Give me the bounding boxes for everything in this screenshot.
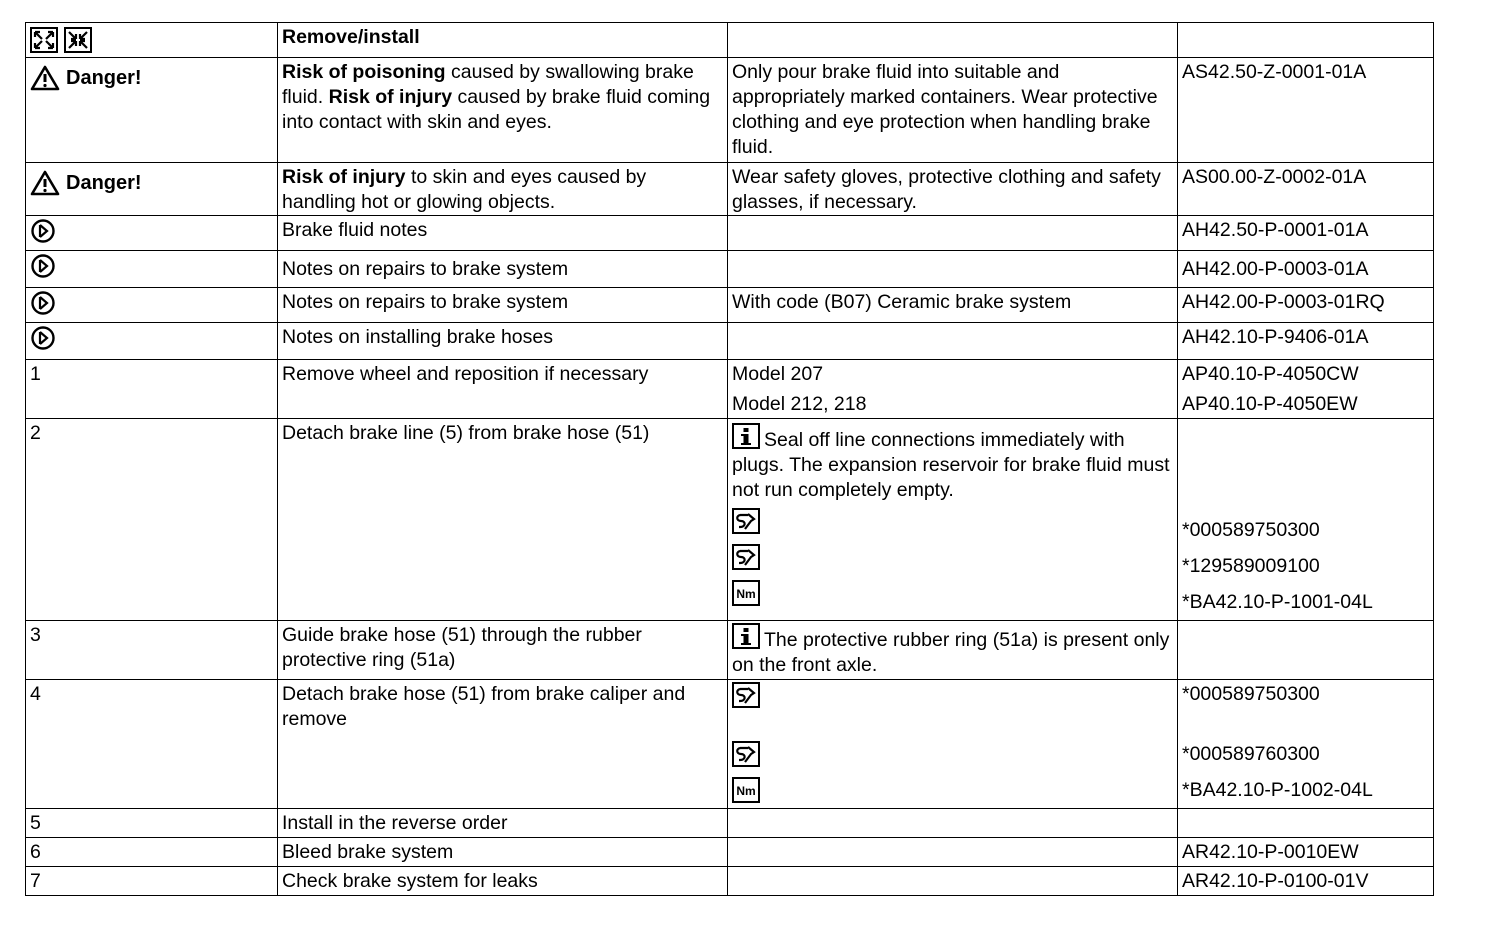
torque-icon: [732, 580, 760, 606]
note-row: [26, 323, 1434, 360]
document-ref-link[interactable]: AH42.50-P-0001-01A: [1182, 219, 1369, 241]
document-ref-link[interactable]: AH42.10-P-9406-01A: [1182, 326, 1369, 348]
step-row: [26, 838, 1434, 867]
model-a: Model 207: [732, 363, 824, 385]
risk-title: Risk of poisoning: [282, 61, 446, 83]
tool-ref-link[interactable]: *000589760300: [1182, 743, 1320, 765]
step-text: Remove wheel and reposition if necessary: [278, 360, 728, 419]
torque-label: Nm: [736, 784, 756, 798]
note-text: Brake fluid notes: [278, 216, 728, 251]
step-text: Detach brake hose (51) from brake caliper and remove: [278, 680, 728, 809]
remedy-text: Wear safety gloves, protective clothing and safety glasses, if necessary.: [728, 163, 1178, 216]
step-text: Check brake system for leaks: [278, 867, 728, 896]
step-number: 4: [26, 680, 278, 809]
info-icon: [732, 623, 760, 649]
step-text: Install in the reverse order: [278, 809, 728, 838]
torque-icon: [732, 777, 760, 803]
note-row: [26, 288, 1434, 323]
remedy-text: Only pour brake fluid into suitable and appropriately marked containers. Wear protective clothing and eye protection when handling brake fluid.: [728, 58, 1178, 163]
note-text: Notes on installing brake hoses: [278, 323, 728, 360]
step-row: [26, 809, 1434, 838]
step-text: Bleed brake system: [278, 838, 728, 867]
info-text: The protective rubber ring (51a) is present only on the front axle.: [732, 629, 1170, 676]
document-ref-link[interactable]: AP40.10-P-4050CW: [1182, 363, 1359, 385]
note-icon: [30, 325, 56, 351]
step-row: [26, 867, 1434, 896]
note-row: [26, 251, 1434, 288]
tool-ref-link[interactable]: *129589009100: [1182, 555, 1320, 577]
model-b: Model 212, 218: [732, 393, 867, 415]
danger-row: [26, 58, 1434, 163]
torque-ref-link[interactable]: *BA42.10-P-1002-04L: [1182, 779, 1373, 801]
risk-text: to skin and eyes caused by handling hot or glowing objects.: [282, 166, 647, 213]
step-number: 1: [26, 360, 278, 419]
info-text: Seal off line connections immediately with plugs. The expansion reservoir for brake fluid must not run completely empty.: [732, 429, 1170, 501]
document-ref-link[interactable]: AS00.00-Z-0002-01A: [1182, 166, 1367, 188]
tool-ref-link[interactable]: *000589750300: [1182, 519, 1320, 541]
document-ref-link[interactable]: AR42.10-P-0100-01V: [1182, 870, 1369, 892]
section-title: Remove/install: [282, 26, 420, 48]
step-row: [26, 680, 1434, 809]
note-row: [26, 216, 1434, 251]
step-text: Detach brake line (5) from brake hose (51): [278, 419, 728, 621]
warning-icon: [30, 65, 60, 91]
expand-icon[interactable]: [30, 27, 58, 53]
note-condition: With code (B07) Ceramic brake system: [728, 288, 1178, 323]
note-condition: [728, 251, 1178, 288]
torque-label: Nm: [736, 587, 756, 601]
note-icon: [30, 218, 56, 244]
special-tool-icon: [732, 508, 760, 534]
note-icon: [30, 290, 56, 316]
tool-ref-link[interactable]: *000589750300: [1182, 683, 1320, 705]
note-condition: [728, 216, 1178, 251]
document-ref-link[interactable]: AH42.00-P-0003-01RQ: [1182, 291, 1385, 313]
note-text: Notes on repairs to brake system: [278, 251, 728, 288]
risk-text: caused by swallowing brake fluid.: [282, 61, 694, 108]
document-ref-link[interactable]: AR42.10-P-0010EW: [1182, 841, 1359, 863]
danger-label: Danger!: [66, 66, 142, 89]
risk-text: caused by brake fluid coming into contact with skin and eyes.: [282, 86, 711, 133]
danger-label: Danger!: [66, 171, 142, 194]
special-tool-icon: [732, 741, 760, 767]
step-number: 7: [26, 867, 278, 896]
step-row: [26, 360, 1434, 419]
header-row: [26, 23, 1434, 58]
risk-title: Risk of injury: [282, 166, 406, 188]
document-ref-link[interactable]: AP40.10-P-4050EW: [1182, 393, 1358, 415]
note-text: Notes on repairs to brake system: [278, 288, 728, 323]
info-icon: [732, 423, 760, 449]
warning-icon: [30, 170, 60, 196]
risk-title: Risk of injury: [328, 86, 453, 108]
document-ref-link[interactable]: AS42.50-Z-0001-01A: [1182, 61, 1367, 83]
step-text: Guide brake hose (51) through the rubber protective ring (51a): [278, 621, 728, 680]
special-tool-icon: [732, 544, 760, 570]
step-number: 5: [26, 809, 278, 838]
document-ref-link[interactable]: AH42.00-P-0003-01A: [1182, 258, 1369, 280]
note-icon: [30, 253, 56, 279]
step-row: [26, 419, 1434, 621]
special-tool-icon: [732, 682, 760, 708]
note-condition: [728, 323, 1178, 360]
procedure-table: [25, 22, 1434, 896]
torque-ref-link[interactable]: *BA42.10-P-1001-04L: [1182, 591, 1373, 613]
danger-row: [26, 163, 1434, 216]
step-number: 2: [26, 419, 278, 621]
step-row: [26, 621, 1434, 680]
collapse-icon[interactable]: [64, 27, 92, 53]
step-number: 3: [26, 621, 278, 680]
step-number: 6: [26, 838, 278, 867]
